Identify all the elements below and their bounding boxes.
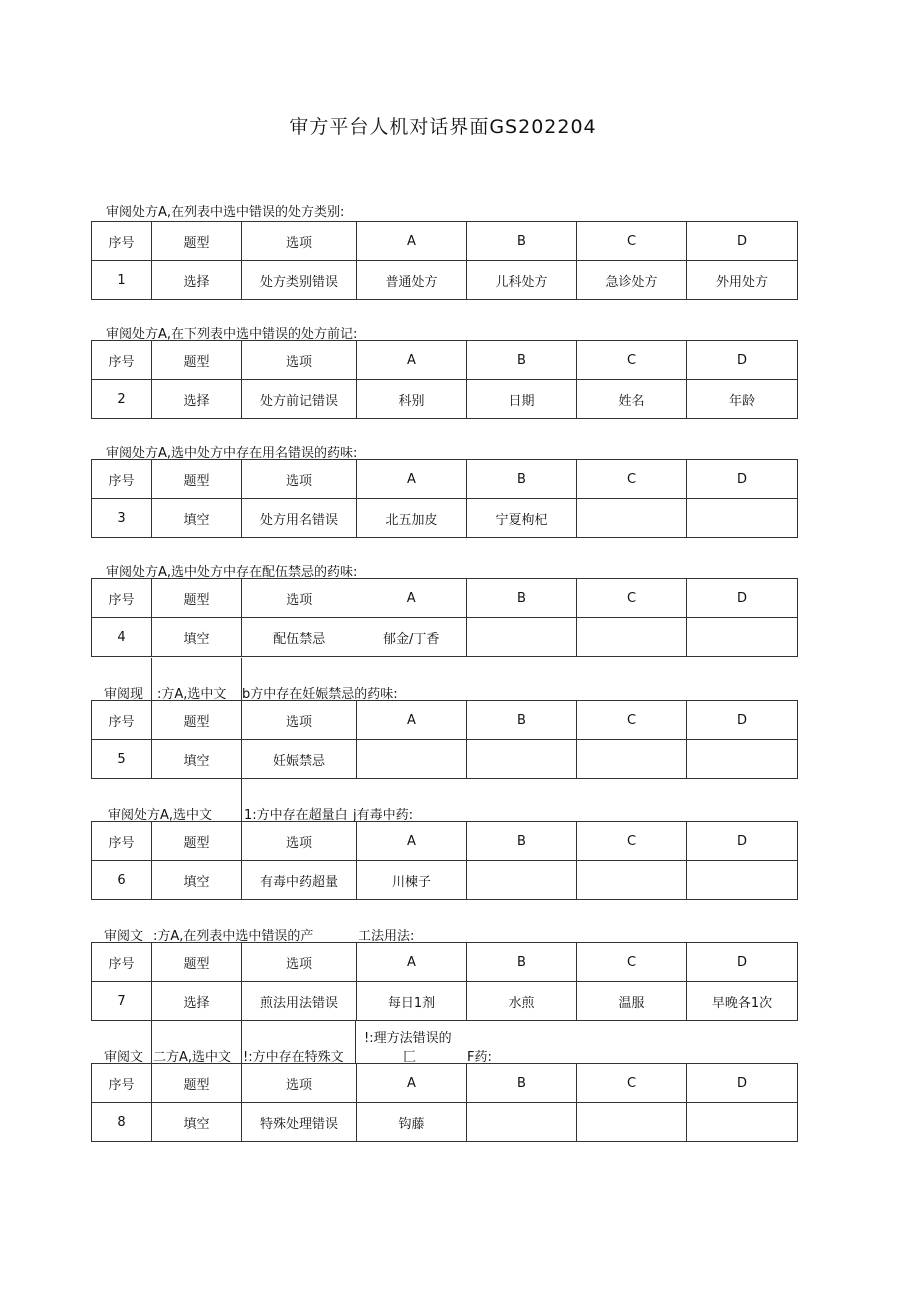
header-cell: C	[577, 222, 687, 261]
cell-type: 填空	[152, 1103, 242, 1142]
table-row	[92, 380, 798, 419]
section-7-caption-part: 审阅文	[104, 929, 144, 944]
section-8-caption-part: 二方A,选中文	[153, 1050, 232, 1065]
header-cell: A	[357, 1064, 467, 1103]
header-cell: 题型	[152, 943, 242, 982]
cell-d[interactable]	[687, 499, 798, 538]
cell-type: 填空	[152, 740, 242, 779]
table-header-row	[92, 460, 798, 499]
cell-c[interactable]: 急诊处方	[577, 261, 687, 300]
table-row	[92, 982, 798, 1021]
cell-index: 5	[92, 740, 152, 779]
header-cell: 序号	[92, 701, 152, 740]
section-8-caption-part: !:理方法错误的	[364, 1031, 452, 1046]
cell-option: 煎法用法错误	[242, 982, 357, 1021]
table-row	[92, 740, 798, 779]
cell-c[interactable]: 姓名	[577, 380, 687, 419]
section-7-caption-part: 工法用法:	[358, 929, 415, 944]
header-cell: D	[687, 579, 798, 618]
table-row	[92, 261, 798, 300]
cell-type: 填空	[152, 861, 242, 900]
section-6-caption-part: 1:方中存在超量白	[244, 808, 348, 823]
cell-b[interactable]: 日期	[467, 380, 577, 419]
cell-c[interactable]	[577, 861, 687, 900]
header-cell: C	[577, 701, 687, 740]
cell-a[interactable]	[357, 740, 467, 779]
table-row	[92, 618, 798, 657]
table-row	[92, 1103, 798, 1142]
table-3	[91, 459, 798, 538]
table-header-row	[92, 943, 798, 982]
cell-a[interactable]: 每日1剂	[357, 982, 467, 1021]
page-title: 审方平台人机对话界面GS202204	[289, 116, 597, 138]
header-cell: 序号	[92, 1064, 152, 1103]
cell-option: 有毒中药超量	[242, 861, 357, 900]
header-cell: 选项	[242, 341, 357, 380]
header-cell: 选项	[242, 579, 357, 618]
cell-b[interactable]: 儿科处方	[467, 261, 577, 300]
section-4-caption: 审阅处方A,选中处方中存在配伍禁忌的药味:	[106, 565, 358, 580]
stray-rule	[241, 1021, 242, 1063]
cell-b[interactable]	[467, 740, 577, 779]
section-5-caption-part: b方中存在妊娠禁忌的药味:	[242, 687, 398, 702]
header-cell: A	[357, 943, 467, 982]
table-header-row	[92, 701, 798, 740]
header-cell: 题型	[152, 701, 242, 740]
cell-index: 2	[92, 380, 152, 419]
header-cell: 选项	[242, 222, 357, 261]
cell-b[interactable]	[467, 1103, 577, 1142]
cell-index: 6	[92, 861, 152, 900]
table-header-row	[92, 579, 798, 618]
table-5	[91, 700, 798, 779]
section-2-caption: 审阅处方A,在下列表中选中错误的处方前记:	[106, 327, 358, 342]
cell-a[interactable]: 川楝子	[357, 861, 467, 900]
section-5-caption-part: :方A,选中文	[157, 687, 227, 702]
cell-d[interactable]: 年龄	[687, 380, 798, 419]
header-cell: 序号	[92, 341, 152, 380]
header-cell: 序号	[92, 579, 152, 618]
header-cell: A	[357, 579, 467, 618]
stray-rule	[241, 779, 242, 821]
cell-d[interactable]	[687, 618, 798, 657]
header-cell: D	[687, 460, 798, 499]
table-header-row	[92, 1064, 798, 1103]
header-cell: B	[467, 341, 577, 380]
header-cell: D	[687, 943, 798, 982]
cell-a[interactable]: 郁金/丁香	[357, 618, 467, 657]
header-cell: 选项	[242, 822, 357, 861]
header-cell: C	[577, 822, 687, 861]
table-7	[91, 942, 798, 1021]
section-8-caption-part: F药:	[467, 1050, 492, 1065]
section-7-caption-part: :方A,在列表中选中错误的产	[153, 929, 314, 944]
header-cell: A	[357, 460, 467, 499]
section-6-caption-part: 审阅处方A,选中文	[108, 808, 213, 823]
cell-type: 填空	[152, 618, 242, 657]
cell-option: 处方用名错误	[242, 499, 357, 538]
cell-option: 妊娠禁忌	[242, 740, 357, 779]
cell-index: 1	[92, 261, 152, 300]
header-cell: 序号	[92, 222, 152, 261]
table-row	[92, 499, 798, 538]
cell-d[interactable]	[687, 861, 798, 900]
table-4	[91, 578, 798, 657]
cell-option: 处方类别错误	[242, 261, 357, 300]
cell-a[interactable]: 钩藤	[357, 1103, 467, 1142]
header-cell: 题型	[152, 822, 242, 861]
header-cell: 序号	[92, 822, 152, 861]
cell-option: 特殊处理错误	[242, 1103, 357, 1142]
section-5-caption-part: 审阅现	[104, 687, 144, 702]
cell-index: 8	[92, 1103, 152, 1142]
header-cell: C	[577, 1064, 687, 1103]
stray-rule	[151, 658, 152, 700]
cell-b[interactable]	[467, 618, 577, 657]
header-cell: B	[467, 701, 577, 740]
header-cell: 选项	[242, 1064, 357, 1103]
table-header-row	[92, 822, 798, 861]
header-cell: D	[687, 701, 798, 740]
cell-index: 3	[92, 499, 152, 538]
header-cell: 题型	[152, 341, 242, 380]
header-cell: D	[687, 822, 798, 861]
table-2	[91, 340, 798, 419]
header-cell: B	[467, 460, 577, 499]
header-cell: 选项	[242, 943, 357, 982]
header-cell: C	[577, 579, 687, 618]
cell-index: 7	[92, 982, 152, 1021]
cell-c[interactable]	[577, 1103, 687, 1142]
cell-index: 4	[92, 618, 152, 657]
cell-c[interactable]	[577, 618, 687, 657]
cell-b[interactable]: 水煎	[467, 982, 577, 1021]
header-cell: 序号	[92, 943, 152, 982]
table-header-row	[92, 222, 798, 261]
cell-type: 选择	[152, 982, 242, 1021]
cell-option: 处方前记错误	[242, 380, 357, 419]
cell-d[interactable]	[687, 1103, 798, 1142]
header-cell: 题型	[152, 1064, 242, 1103]
table-header-row	[92, 341, 798, 380]
cell-type: 选择	[152, 261, 242, 300]
header-cell: 题型	[152, 460, 242, 499]
header-cell: D	[687, 222, 798, 261]
table-row	[92, 861, 798, 900]
table-8	[91, 1063, 798, 1142]
header-cell: B	[467, 1064, 577, 1103]
header-cell: C	[577, 460, 687, 499]
header-cell: D	[687, 1064, 798, 1103]
header-cell: 选项	[242, 460, 357, 499]
header-cell: 序号	[92, 460, 152, 499]
section-8-caption-part: 匚	[403, 1050, 417, 1065]
header-cell: A	[357, 222, 467, 261]
header-cell: 选项	[242, 701, 357, 740]
cell-c[interactable]: 温服	[577, 982, 687, 1021]
header-cell: A	[357, 701, 467, 740]
cell-a[interactable]: 普通处方	[357, 261, 467, 300]
cell-d[interactable]: 早晚各1次	[687, 982, 798, 1021]
cell-c[interactable]	[577, 499, 687, 538]
cell-b[interactable]: 宁夏枸杞	[467, 499, 577, 538]
cell-option: 配伍禁忌	[242, 618, 357, 657]
cell-type: 填空	[152, 499, 242, 538]
cell-b[interactable]	[467, 861, 577, 900]
header-cell: B	[467, 822, 577, 861]
cell-d[interactable]	[687, 740, 798, 779]
cell-a[interactable]: 科别	[357, 380, 467, 419]
section-3-caption: 审阅处方A,选中处方中存在用名错误的药味:	[106, 446, 358, 461]
cell-type: 选择	[152, 380, 242, 419]
section-8-caption-part: !:方中存在特殊文	[243, 1050, 344, 1065]
cell-a[interactable]: 北五加皮	[357, 499, 467, 538]
header-cell: B	[467, 943, 577, 982]
header-cell: 题型	[152, 579, 242, 618]
header-cell: B	[467, 579, 577, 618]
section-6-caption-part: j有毒中药:	[353, 808, 413, 823]
table-6	[91, 821, 798, 900]
cell-d[interactable]: 外用处方	[687, 261, 798, 300]
header-cell: 题型	[152, 222, 242, 261]
section-1-caption: 审阅处方A,在列表中选中错误的处方类别:	[106, 205, 345, 220]
header-cell: C	[577, 943, 687, 982]
section-8-caption-part: 审阅文	[104, 1050, 144, 1065]
cell-c[interactable]	[577, 740, 687, 779]
table-1	[91, 221, 798, 300]
header-cell: D	[687, 341, 798, 380]
stray-rule	[151, 1021, 152, 1063]
stray-rule	[355, 1021, 356, 1063]
header-cell: A	[357, 341, 467, 380]
header-cell: C	[577, 341, 687, 380]
header-cell: A	[357, 822, 467, 861]
header-cell: B	[467, 222, 577, 261]
